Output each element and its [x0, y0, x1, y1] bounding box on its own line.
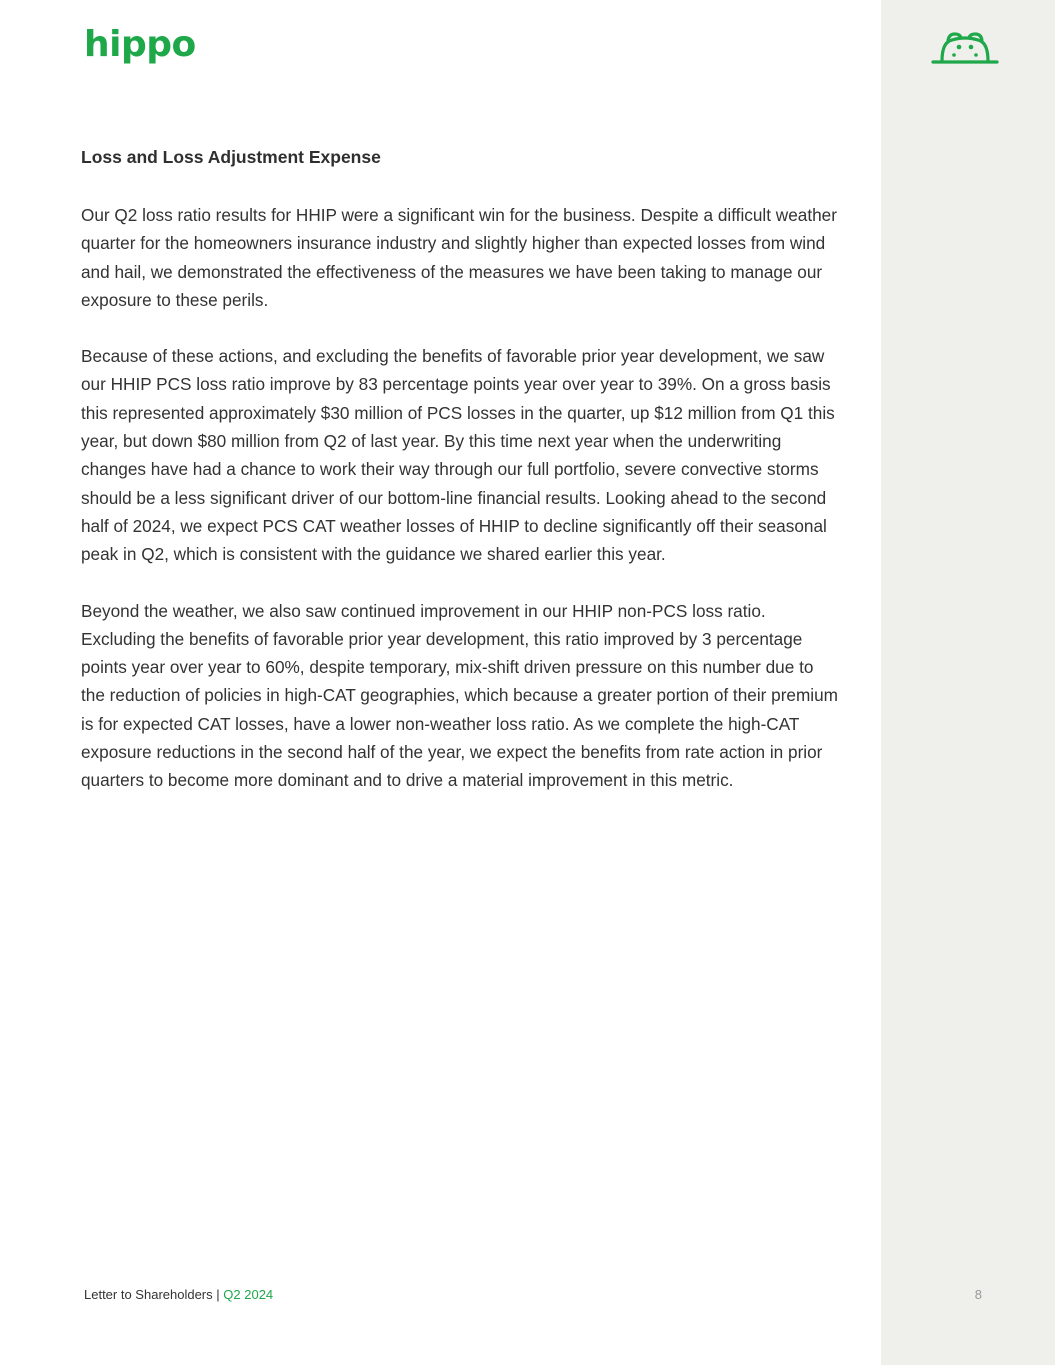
- sidebar-panel: [881, 0, 1055, 1365]
- footer-label: [84, 1286, 273, 1304]
- hippo-peeking-icon: [931, 28, 999, 66]
- paragraph-weather-win: Our Q2 loss ratio results for HHIP were a significant win for the business. Despite a difficult weather quarter for the homeowners insurance industry and slightly higher than expected losses from wind and hail, we demonstrated the effectiveness of the measures we have been taking to manage our exposure to these perils.: [81, 205, 837, 310]
- paragraph-pcs-loss-ratio: Because of these actions, and excluding the benefits of favorable prior year development, we saw our HHIP PCS loss ratio improve by 83 percentage points year over year to 39%. On a gross basis this represented approximately $30 million of PCS losses in the quarter, up $12 million from Q1 this year, but down $80 million from Q2 of last year. By this time next year when the underwriting changes have had a chance to work their way through our full portfolio, severe convective storms should be a less significant driver of our bottom-line financial results. Looking ahead to the second half of 2024, we expect PCS CAT weather losses of HHIP to decline significantly off their seasonal peak in Q2, which is consistent with the guidance we shared earlier this year.: [81, 346, 835, 565]
- hippo-logo: hippo: [84, 24, 196, 65]
- footer-document-name: Letter to Shareholders: [84, 1287, 213, 1302]
- footer-period: Q2 2024: [223, 1287, 274, 1302]
- paragraph-non-pcs-loss-ratio: Beyond the weather, we also saw continued improvement in our HHIP non-PCS loss ratio. Excluding the benefits of favorable prior year development, this ratio improved by 3 percentage points year over year to 60%, despite temporary, mix-shift driven pressure on this number due to the reduction of policies in high-CAT geographies, which because a greater portion of their premium is for expected CAT losses, have a lower non-weather loss ratio. As we complete the high-CAT exposure reductions in the second half of the year, we expect the benefits from rate action in prior quarters to become more dominant and to drive a material improvement in this metric.: [81, 600, 838, 791]
- letter-body: [81, 143, 841, 823]
- footer-separator: |: [216, 1287, 220, 1302]
- page-number: 8: [974, 1287, 982, 1302]
- section-title: Loss and Loss Adjustment Expense: [81, 147, 381, 167]
